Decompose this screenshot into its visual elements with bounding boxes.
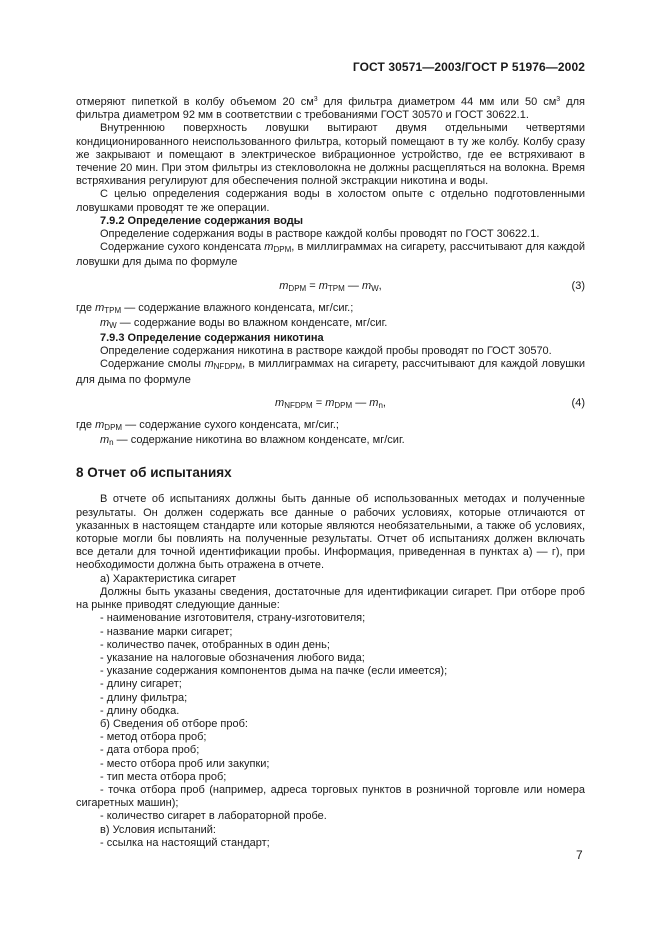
operator: = [312,396,326,409]
operator: — [352,396,370,409]
text-run: для фильтра диаметром 92 мм в соответствии с требованиями ГОСТ 30570 и ГОСТ 30622.1. [76,96,585,122]
heading-7-9-2: 7.9.2 Определение содержания воды [100,214,304,227]
subscript: W [109,320,117,330]
list-item: - тип места отбора проб; [100,770,227,783]
superscript: 3 [556,96,561,103]
formula-4 [76,387,585,419]
text-run: где [76,418,96,431]
variable: m [100,316,110,329]
text-run: , в миллиграммах на сигарету, рассчитывают для каждой ловушки для дыма по формуле [76,241,585,269]
spacer [76,479,585,493]
variable: m [361,279,372,292]
variable: m [275,396,285,409]
formula-expression [76,280,585,295]
punctuation: , [378,279,382,292]
formula-3-legend [76,302,585,332]
formula-number: (3) [571,279,585,292]
legend-line [76,434,585,449]
subscript: NFDPM [213,362,243,372]
paragraph-water-determination: Определение содержания воды в растворе каждой колбы проводят по ГОСТ 30622.1. [100,228,540,241]
text-run: — содержание воды во влажном конденсате, мг/сиг. [116,316,388,329]
text-run: Содержание сухого конденсата [100,241,265,254]
list-item: - длину ободка. [100,704,180,717]
list-item: - указание содержания компонентов дыма на пачке (если имеется); [100,665,448,678]
formula-number: (4) [571,396,585,409]
paragraph-nicotine-determination: Определение содержания никотина в растворе каждой пробы проводят по ГОСТ 30570. [100,345,552,358]
variable: m [95,301,105,314]
variable: m [318,279,328,292]
legend-line [76,419,585,434]
list-item: - длину фильтра; [100,691,188,704]
subscript: n [378,400,383,410]
subscript: TPM [327,283,345,293]
subscript: DPM [288,283,307,293]
variable: m [204,358,214,371]
text-run: Содержание смолы [100,358,205,371]
variable: m [95,418,105,431]
document-body [76,93,585,850]
subscript: DPM [104,422,123,432]
legend-line [76,317,585,332]
text-run: — содержание влажного конденсата, мг/сиг.; [121,301,354,314]
text-run: для фильтра диаметром 44 мм или 50 см [317,96,557,108]
operator: — [344,279,362,292]
list-item: - указание на налоговые обозначения любого вида; [100,651,365,664]
superscript: 3 [313,96,318,103]
punctuation: , [382,396,386,409]
text-run: , в миллиграммах на сигарету, рассчитывают для каждой ловушки для дыма по формуле [76,358,585,386]
paragraph-report-intro: В отчете об испытаниях должны быть данные об использованных методах и полученные результаты. Он должен содержать все данные о рабочих условиях, которые отличаются от указанных в настоящем стандарте или которые являются необязательными, а также об условиях, которые могли бы повлиять на полученные результаты. Отчет об испытаниях должен включать все детали для точной идентификации пробы. Информация, приведенная в пунктах а) — г), при необходимости должна быть отражена в отчете. [76,493,585,572]
heading-7-9-3: 7.9.3 Определение содержания никотина [100,332,324,345]
item-a-text: Должны быть указаны сведения, достаточные для идентификации сигарет. При отборе проб на рынке приводят следующие данные: [76,585,585,612]
subscript: n [109,438,114,448]
list-item: - количество пачек, отобранных в один день; [100,638,330,651]
paragraph-dry-condensate [76,241,585,269]
subscript: NFDPM [284,400,313,410]
text-run: — содержание сухого конденсата, мг/сиг.; [122,418,339,431]
subscript: DPM [334,400,353,410]
text-run: где [76,301,96,314]
section-8-title: 8 Отчет об испытаниях [76,465,232,481]
variable: m [100,434,110,447]
page-number: 7 [576,848,583,862]
variable: m [369,396,379,409]
paragraph-trap-wipe: Внутреннюю поверхность ловушки вытирают двумя отдельными четвертями кондиционированного неиспользованного фильтра, который помещают в ту же колбу. Колбу сразу же закрывают и помещают в электрическое вибрационное устройство, где ее встряхивают в течение 20 мин. При этом фильтры из стекловолокна не должны расщепляться на волокна. Время встряхивания регулируют для обеспечения полной экстракции никотина и воды. [76,122,585,188]
formula-3 [76,270,585,302]
formula-expression [76,397,585,412]
list-item: - название марки сигарет; [100,625,233,638]
list-item: - ссылка на настоящий стандарт; [100,836,270,849]
item-b-heading: б) Сведения об отборе проб: [100,717,248,730]
variable: m [279,279,289,292]
list-item: - место отбора проб или закупки; [100,757,270,770]
paragraph-tar-content [76,358,585,386]
subscript: TPM [104,305,122,315]
text-run: отмеряют пипеткой в колбу объемом 20 см [76,96,314,108]
formula-4-legend [76,419,585,449]
operator: = [306,279,319,292]
list-item: - количество сигарет в лабораторной пробе. [100,810,327,823]
subscript: W [371,283,379,293]
list-item: - точка отбора проб (например, адреса торговых пунктов в розничной торговле или номера сигаретных машин); [76,783,585,810]
list-item: - метод отбора проб; [100,731,207,744]
list-item: - наименование изготовителя, страну-изготовителя; [100,612,366,625]
list-c [76,837,585,850]
list-a [76,612,585,718]
paragraph-pipette [76,93,585,122]
legend-line [76,302,585,317]
list-item: - длину сигарет; [100,678,182,691]
text-run: — содержание никотина во влажном конденсате, мг/сиг. [113,434,405,447]
variable: m [325,396,335,409]
item-c-heading: в) Условия испытаний: [100,823,216,836]
item-a-heading: а) Характеристика сигарет [100,572,237,585]
standard-header: ГОСТ 30571—2003/ГОСТ Р 51976—2002 [352,60,585,74]
variable: m [264,241,274,254]
paragraph-blank-test: С целью определения содержания воды в холостом опыте с отдельно подготовленными ловушками проводят те же операции. [76,188,585,214]
subscript: DPM [273,245,292,255]
list-item: - дата отбора проб; [100,744,200,757]
list-b [76,731,585,823]
